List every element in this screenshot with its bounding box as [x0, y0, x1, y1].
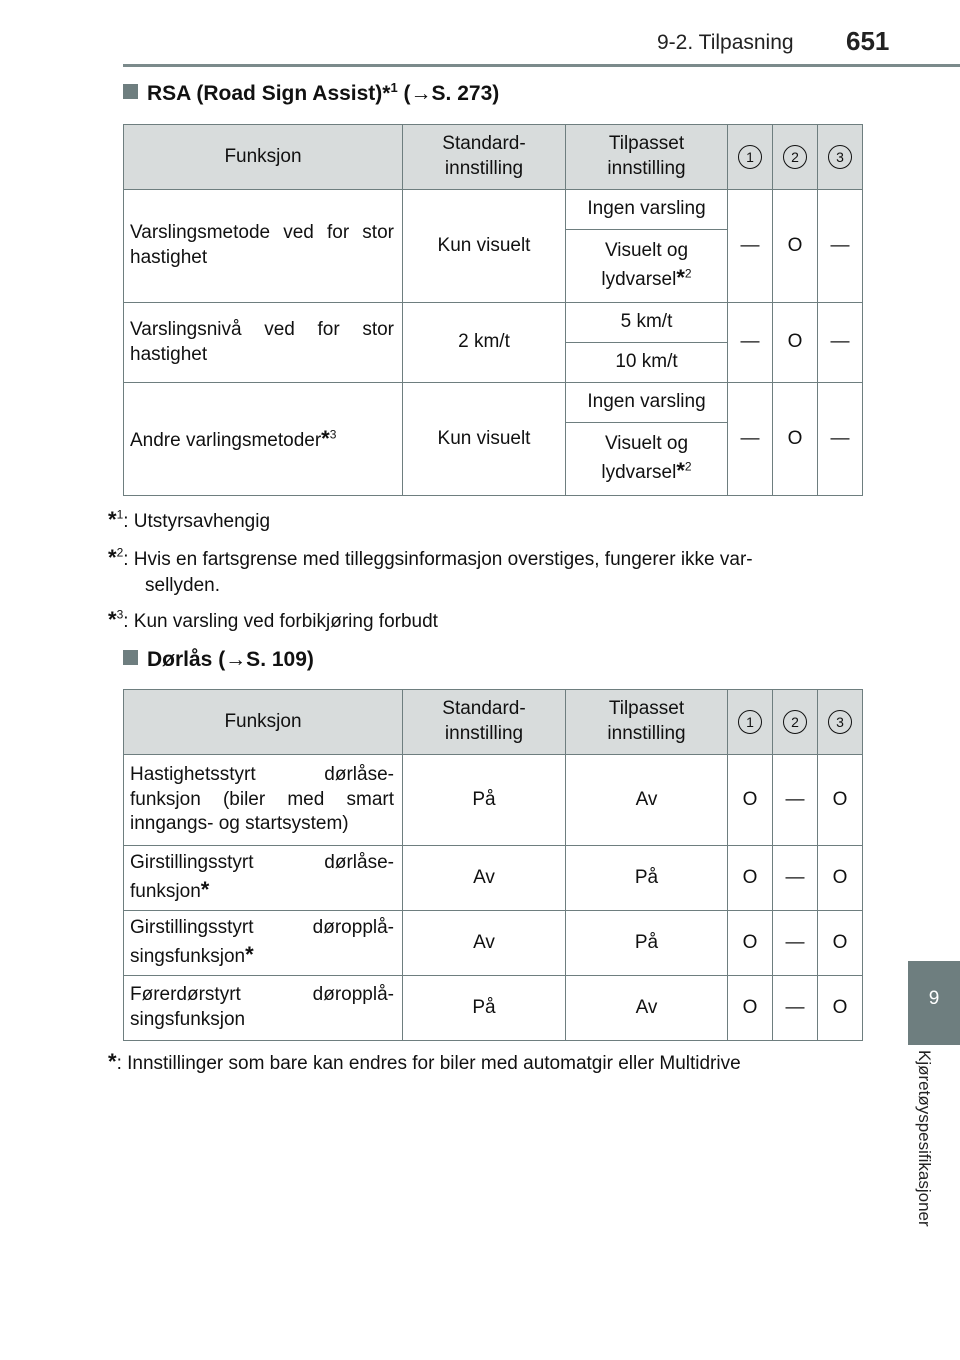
row-option-1: Ingen varsling [566, 383, 728, 423]
row-function: Girstillingsstyrt dørlåse-funksjon* [124, 846, 403, 911]
header-rule [123, 64, 960, 67]
col-setting-3: 3 [818, 690, 863, 755]
rsa-title: RSA (Road Sign Assist) [147, 82, 383, 105]
col-standard: Standard- innstilling [403, 125, 566, 190]
col-custom: Tilpasset innstilling [566, 125, 728, 190]
row-setting-2: O [773, 190, 818, 303]
door-lock-page-ref[interactable]: (→S. 109) [212, 648, 314, 671]
col-setting-3: 3 [818, 125, 863, 190]
row-function: Varslingsmetode ved for stor hastighet [124, 190, 403, 303]
row-function: Andre varlingsmetoder*$^3$ [124, 383, 403, 496]
row-setting-1: O [728, 911, 773, 976]
row-setting-3: O [818, 846, 863, 911]
col-setting-2: 2 [773, 690, 818, 755]
row-standard: 2 km/t [403, 303, 566, 383]
rsa-settings-table [123, 124, 863, 496]
row-setting-2: — [773, 755, 818, 846]
row-standard: Av [403, 846, 566, 911]
row-setting-2: O [773, 383, 818, 496]
table-row [124, 976, 863, 1041]
row-function: Hastighetsstyrt dørlåse-funksjon (biler med smart inngangs- og startsystem) [124, 755, 403, 846]
chapter-label-box [909, 1050, 959, 1290]
row-setting-3: O [818, 976, 863, 1041]
row-custom: På [566, 911, 728, 976]
row-setting-3: — [818, 383, 863, 496]
row-standard: Av [403, 911, 566, 976]
door-lock-title: Dørlås [147, 648, 213, 671]
col-setting-1: 1 [728, 125, 773, 190]
row-function: Førerdørstyrt døropplå-singsfunksjon [124, 976, 403, 1041]
row-option-1: Ingen varsling [566, 190, 728, 230]
row-standard: På [403, 755, 566, 846]
footnote-3: *$^3$: Kun varsling ved forbikjøring forbudt [108, 607, 438, 632]
row-setting-1: O [728, 755, 773, 846]
row-standard: På [403, 976, 566, 1041]
footnote-1: *$^1$: Utstyrsavhengig [108, 507, 271, 532]
door-lock-settings-table [123, 689, 863, 1041]
row-custom: Av [566, 755, 728, 846]
row-option-1: 5 km/t [566, 303, 728, 343]
rsa-heading [123, 80, 499, 106]
row-setting-2: O [773, 303, 818, 383]
row-standard: Kun visuelt [403, 383, 566, 496]
row-setting-2: — [773, 976, 818, 1041]
row-setting-2: — [773, 911, 818, 976]
footnote-automatic: *: Innstillinger som bare kan endres for biler med automatgir eller Multidrive [108, 1049, 741, 1074]
row-setting-1: — [728, 190, 773, 303]
row-option-2: 10 km/t [566, 343, 728, 383]
table-row [124, 846, 863, 911]
row-option-2: Visuelt og lydvarsel*$^2$ [566, 423, 728, 496]
table-row [124, 303, 863, 343]
square-bullet-icon [123, 650, 138, 665]
page-number: 651 [846, 26, 890, 56]
footnote-2: *$^2$: Hvis en fartsgrense med tilleggsinformasjon overstiges, fungerer ikke var- sellyden. [108, 545, 753, 596]
col-setting-2: 2 [773, 125, 818, 190]
row-setting-3: O [818, 755, 863, 846]
row-standard: Kun visuelt [403, 190, 566, 303]
row-setting-1: — [728, 383, 773, 496]
door-lock-heading [123, 648, 314, 672]
row-setting-3: — [818, 190, 863, 303]
row-setting-3: O [818, 911, 863, 976]
table-row [124, 755, 863, 846]
row-option-2: Visuelt og lydvarsel*$^2$ [566, 230, 728, 303]
table-row [124, 911, 863, 976]
table-row [124, 190, 863, 230]
chapter-label: Kjøretøyspesifikasjoner [915, 1050, 934, 1227]
row-function: Varslingsnivå ved for stor hastighet [124, 303, 403, 383]
col-setting-1: 1 [728, 690, 773, 755]
table-row [124, 383, 863, 423]
table-header-row [124, 690, 863, 755]
col-standard: Standard- innstilling [403, 690, 566, 755]
row-setting-1: — [728, 303, 773, 383]
section-title: 9-2. Tilpasning [657, 31, 794, 54]
rsa-title-footnote: *$^1$ [382, 80, 398, 105]
row-setting-2: — [773, 846, 818, 911]
col-function: Funksjon [124, 690, 403, 755]
col-custom: Tilpasset innstilling [566, 690, 728, 755]
chapter-number: 9 [928, 988, 940, 1009]
row-setting-1: O [728, 846, 773, 911]
row-setting-3: — [818, 303, 863, 383]
page-header [0, 0, 960, 70]
row-custom: Av [566, 976, 728, 1041]
row-custom: På [566, 846, 728, 911]
row-function: Girstillingsstyrt døropplå-singsfunksjon* [124, 911, 403, 976]
square-bullet-icon [123, 84, 138, 99]
table-header-row [124, 125, 863, 190]
col-function: Funksjon [124, 125, 403, 190]
rsa-page-ref[interactable]: (→S. 273) [397, 82, 500, 105]
row-setting-1: O [728, 976, 773, 1041]
chapter-tab[interactable] [908, 961, 960, 1045]
